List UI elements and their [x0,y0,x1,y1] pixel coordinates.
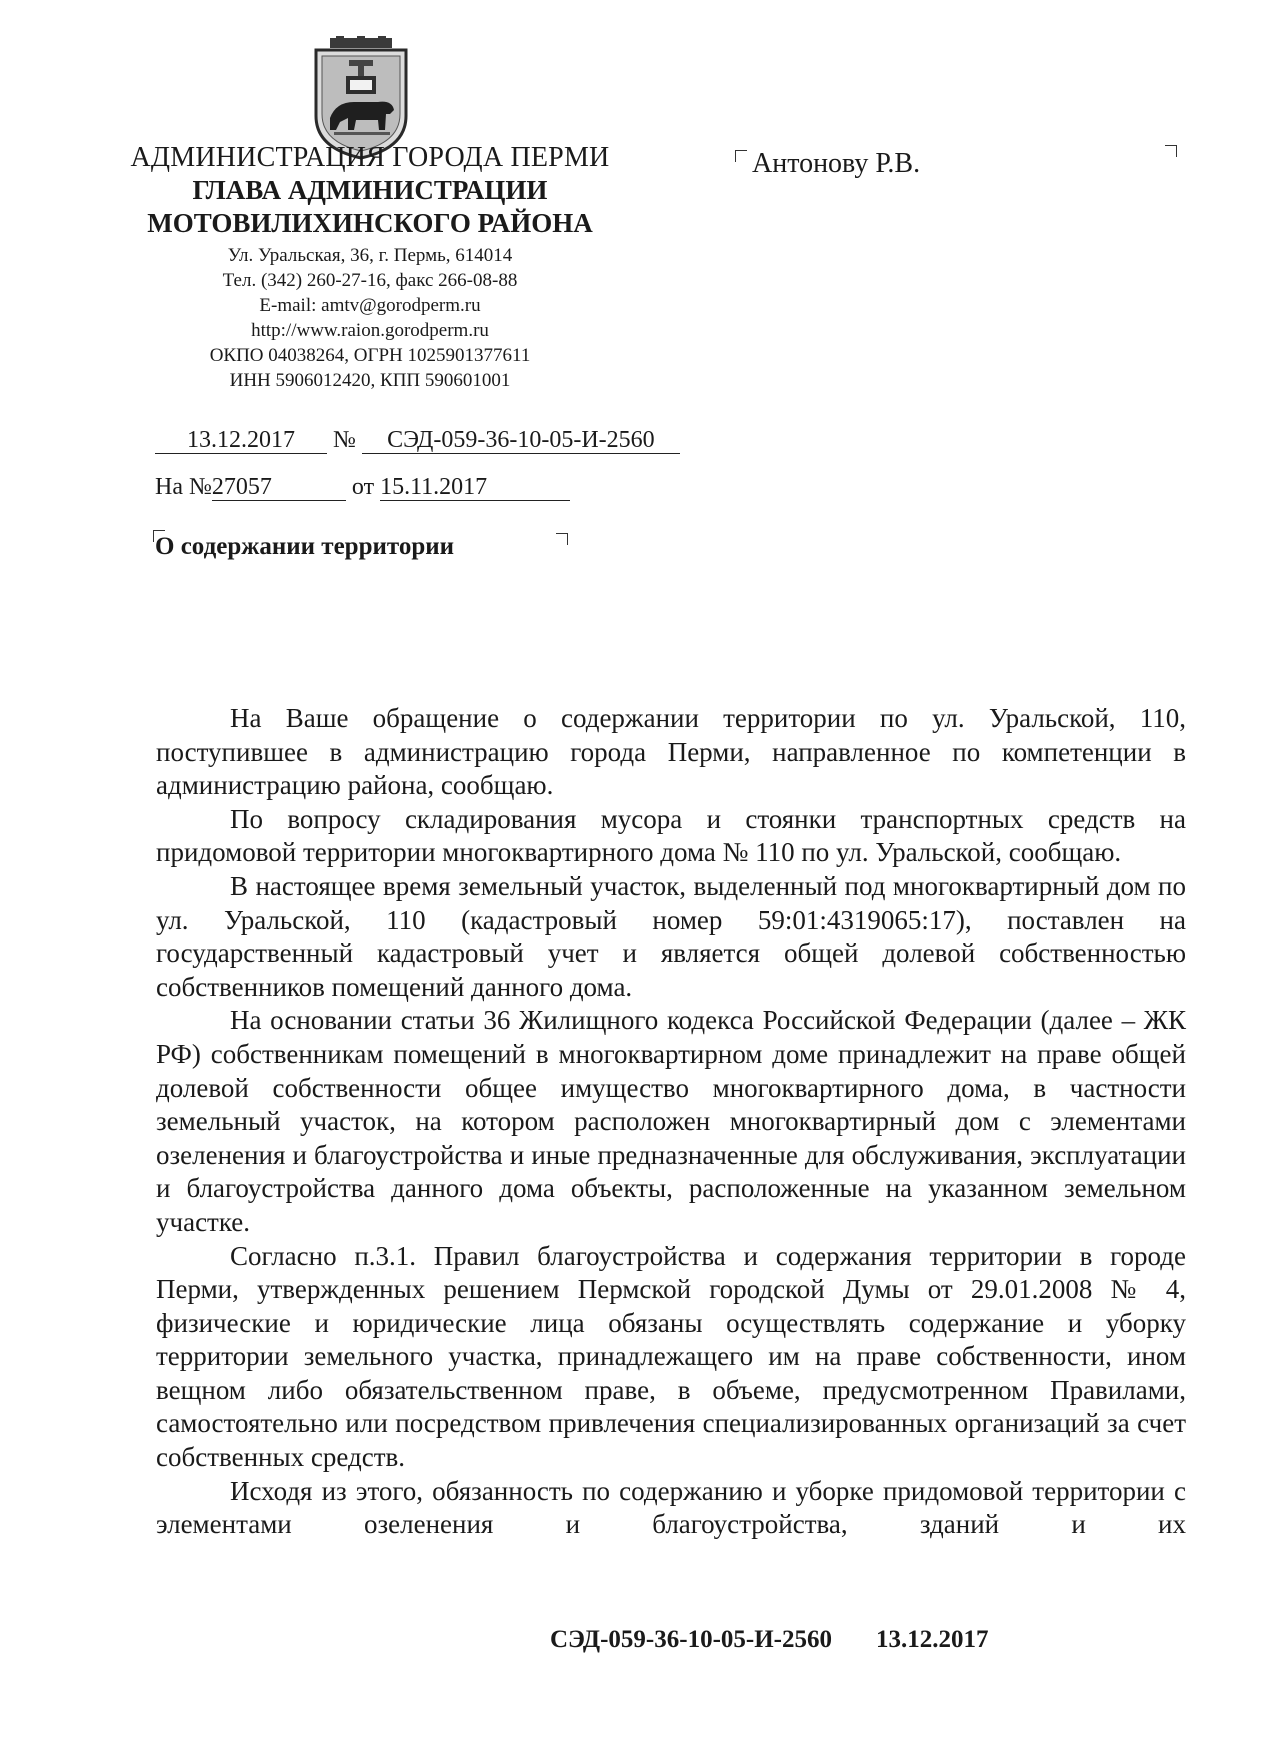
contact-email: E-mail: amtv@gorodperm.ru [259,295,481,316]
organization-name: АДМИНИСТРАЦИЯ ГОРОДА ПЕРМИ [130,142,610,173]
reference-prefix: На № [155,474,212,500]
body-paragraph: В настоящее время земельный участок, выделенный под многоквартирный дом по ул. Уральской, 110 (кадастровый номер 59:01:4319065:17), поставлен на государственный кадастровый учет и является общей долевой собственностью собственников помещений данного дома. [156,870,1186,1002]
contact-phone: Тел. (342) 260-27-16, факс 266-08-88 [222,270,518,291]
reference-line [155,474,570,501]
recipient-name: Антонову Р.В. [752,148,921,179]
registration-number-sign: № [333,427,356,453]
organization-contacts [70,243,670,393]
footer-number: СЭД-059-36-10-05-И-2560 [550,1626,833,1653]
body-paragraph: Исходя из этого, обязанность по содержанию и уборке придомовой территории с элементами озеленения и благоустройства, зданий и их [156,1475,1186,1540]
footer-registration-stamp [550,1626,989,1654]
contact-address: Ул. Уральская, 36, г. Пермь, 614014 [227,245,513,266]
contact-website: http://www.raion.gorodperm.ru [251,320,489,341]
reference-from-label: от [351,474,375,500]
recipient-corner-mark-left [735,150,747,162]
registration-date: 13.12.2017 [155,427,327,454]
registration-number: СЭД-059-36-10-05-И-2560 [362,427,680,454]
body-paragraph: Согласно п.3.1. Правил благоустройства и содержания территории в городе Перми, утвержденных решением Пермской городской Думы от 29.01.2008 № 4, физические и юридические лица обязаны осуществлять содержание и уборку территории земельного участка, принадлежащего им на праве собственности, ином вещном либо обязательственном праве, в объеме, предусмотренном Правилами, самостоятельно или посредством привлечения специализированных организаций за счет собственных средств. [156,1240,1186,1473]
body-paragraph: На основании статьи 36 Жилищного кодекса Российской Федерации (далее – ЖК РФ) собственникам помещений в многоквартирном доме принадлежит на праве общей долевой собственности общее имущество многоквартирного дома, в частности земельный участок, на котором расположен многоквартирный дом с элементами озеленения и благоустройства и иные предназначенные для обслуживания, эксплуатации и благоустройства данного дома объекты, расположенные на указанном земельном участке. [156,1005,1186,1237]
organization-district: МОТОВИЛИХИНСКОГО РАЙОНА [147,208,593,238]
letter-subject: О содержании территории [155,533,455,560]
body-paragraph: По вопросу складирования мусора и стоянки транспортных средств на придомовой территории многоквартирного дома № 110 по ул. Уральской, сообщаю. [156,803,1186,868]
letter-body [156,702,1186,1542]
footer-date: 13.12.2017 [876,1626,989,1653]
contact-inn-kpp: ИНН 5906012420, КПП 590601001 [229,370,511,391]
subject-corner-mark-right [556,533,568,545]
registration-line [155,427,680,454]
contact-okpo-ogrn: ОКПО 04038264, ОГРН 1025901377611 [209,345,531,366]
reference-number: 27057 [212,474,346,501]
reference-date: 15.11.2017 [380,474,570,501]
body-paragraph: На Ваше обращение о содержании территории по ул. Уральской, 110, поступившее в администрацию города Перми, направленное по компетенции в администрацию района, сообщаю. [156,703,1186,801]
recipient-corner-mark-right [1165,145,1177,157]
organization-head-title: ГЛАВА АДМИНИСТРАЦИИ [192,175,548,205]
